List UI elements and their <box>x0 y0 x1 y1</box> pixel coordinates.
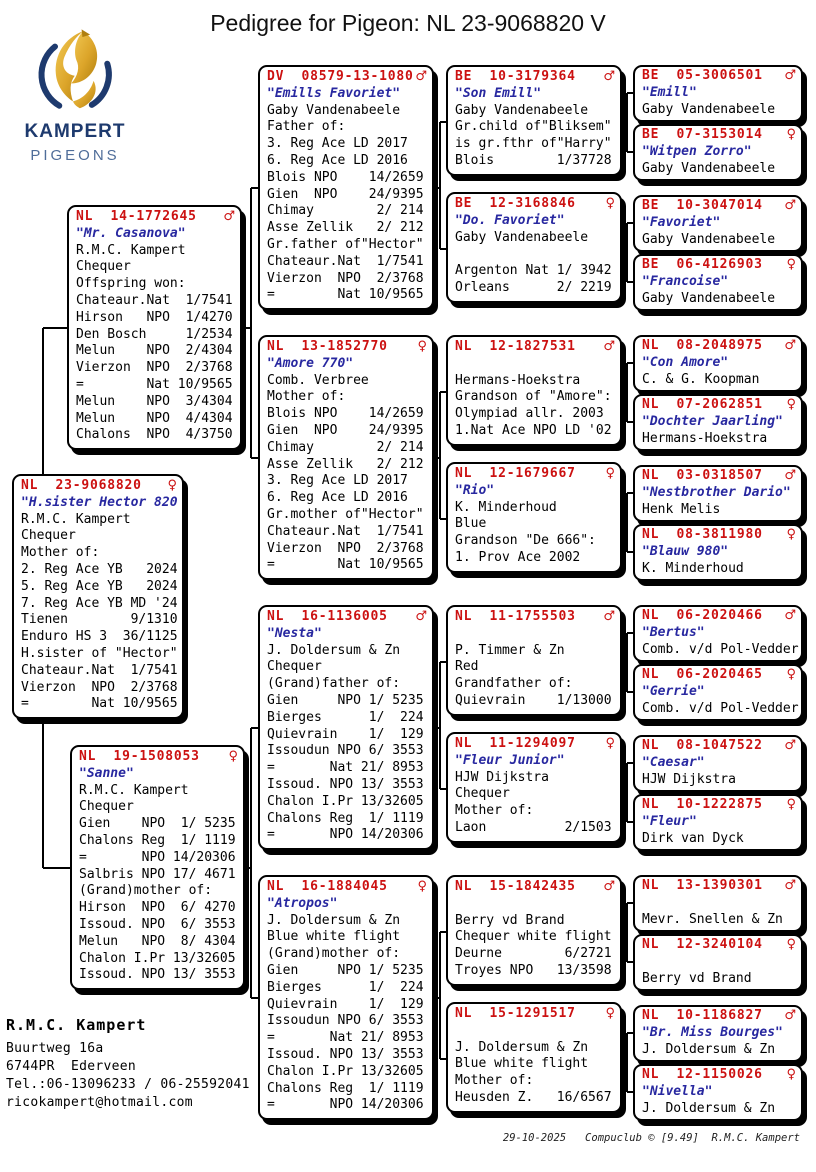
pigeon-name: "Rio" <box>455 482 495 498</box>
detail-line: (Grand)father of: <box>267 676 401 692</box>
ring-number: BE 06-4126903 <box>642 257 763 272</box>
ring-number: NL 10-1222875 <box>642 797 763 812</box>
detail-line: R.M.C. Kampert <box>76 242 186 258</box>
male-icon: ♂ <box>784 608 796 623</box>
box-fmff <box>633 335 803 392</box>
pigeon-name: "Nesta" <box>267 625 322 641</box>
detail-line: Laon 2/1503 <box>455 819 612 835</box>
pigeon-details <box>455 770 615 837</box>
detail-line: Hermans-Hoekstra <box>642 430 768 446</box>
detail-line: HJW Dijkstra <box>642 771 736 787</box>
detail-line: J. Doldersum & Zn <box>642 1100 776 1116</box>
detail-line: HJW Dijkstra <box>455 769 549 785</box>
detail-line: Mother of: <box>455 803 534 819</box>
pigeon-details <box>642 1042 796 1059</box>
detail-line: Grandfather of: <box>455 676 573 692</box>
detail-line: Melun NPO 2/4304 <box>76 343 233 359</box>
detail-line: Chequer <box>455 786 510 802</box>
male-icon: ♂ <box>784 198 796 213</box>
detail-line: Gien NPO 24/9395 <box>267 186 424 202</box>
box-mmm <box>446 1002 622 1113</box>
detail-line: Chequer <box>267 659 322 675</box>
detail-line: Troyes NPO 13/3598 <box>455 962 612 978</box>
box-mother <box>70 745 245 990</box>
female-icon: ♀ <box>786 257 796 272</box>
pigeon-name: "Sanne" <box>79 765 134 781</box>
detail-line: = Nat 10/9565 <box>21 696 178 712</box>
female-icon: ♀ <box>786 937 796 952</box>
box-ffm <box>446 192 622 303</box>
detail-line: Issoudun NPO 6/ 3553 <box>267 743 424 759</box>
detail-line: Chequer <box>79 799 134 815</box>
detail-line: J. Doldersum & Zn <box>642 1041 776 1057</box>
detail-line: Issoud. NPO 13/ 3553 <box>267 1046 424 1062</box>
box-fmfm <box>633 394 803 451</box>
ring-number: NL 16-1136005 <box>267 609 388 624</box>
pigeon-details <box>642 1101 796 1118</box>
page-title: Pedigree for Pigeon: NL 23-9068820 V <box>210 10 606 36</box>
pigeon-name: "H.sister Hector 820 <box>21 494 178 510</box>
box-mfmm <box>633 794 803 851</box>
detail-line: H.sister of "Hector" <box>21 645 178 661</box>
pigeon-name: "Mr. Casanova" <box>76 225 186 241</box>
pigeon-name: "Con Amore" <box>642 354 729 370</box>
detail-line: Tienen 9/1310 <box>21 612 178 628</box>
detail-line: Mother of: <box>21 545 100 561</box>
pigeon-name: "Fleur" <box>642 813 697 829</box>
pigeon-details <box>455 103 615 170</box>
detail-line: Gaby Vandenabeele <box>642 290 776 306</box>
detail-line: Bierges 1/ 224 <box>267 709 424 725</box>
detail-line: Buurtweg 16a <box>6 1041 104 1056</box>
detail-line: Hirson NPO 6/ 4270 <box>79 900 236 916</box>
detail-line: Gaby Vandenabeele <box>642 160 776 176</box>
detail-line: Gaby Vandenabeele <box>267 102 401 118</box>
detail-line: Melun NPO 4/4304 <box>76 410 233 426</box>
box-father <box>67 205 242 450</box>
pigeon-name: "Favoriet" <box>642 214 721 230</box>
pigeon-name: "Francoise" <box>642 273 729 289</box>
pigeon-name <box>455 626 615 643</box>
ring-number: NL 11-1755503 <box>455 609 576 624</box>
detail-line: 6. Reg Ace LD 2016 <box>267 490 408 506</box>
detail-line: Vierzon NPO 2/3768 <box>21 679 178 695</box>
pigeon-name <box>455 896 615 913</box>
pigeon-details <box>642 700 799 718</box>
detail-line: 3. Reg Ace LD 2017 <box>267 136 408 152</box>
detail-line: Blois 1/37728 <box>455 152 612 168</box>
box-subject <box>12 474 184 719</box>
ring-number: BE 07-3153014 <box>642 127 763 142</box>
pigeon-name: "Nivella" <box>642 1083 713 1099</box>
pigeon-name: "Amore 770" <box>267 355 354 371</box>
pigeon-name: "Bertus" <box>642 624 705 640</box>
male-icon: ♂ <box>784 878 796 893</box>
detail-line: Chalon I.Pr 13/32605 <box>267 793 424 809</box>
detail-line: Gaby Vandenabeele <box>642 231 776 247</box>
detail-line: Father of: <box>267 119 346 135</box>
pigeon-name <box>642 895 796 912</box>
male-icon: ♂ <box>784 1008 796 1023</box>
female-icon: ♀ <box>605 1006 615 1021</box>
male-icon: ♂ <box>784 68 796 83</box>
detail-line: (Grand)mother of: <box>267 946 401 962</box>
box-ffmf <box>633 195 803 252</box>
detail-line: 1.Nat Ace NPO LD '02 <box>455 422 612 438</box>
detail-line: Melun NPO 8/ 4304 <box>79 933 236 949</box>
pigeon-details <box>642 502 796 519</box>
pigeon-details <box>267 373 427 575</box>
pigeon-name: "Do. Favoriet" <box>455 212 565 228</box>
detail-line: Hermans-Hoekstra <box>455 372 581 388</box>
owner-name: R.M.C. Kampert <box>6 1016 147 1034</box>
female-icon: ♀ <box>605 466 615 481</box>
ring-number: NL 16-1884045 <box>267 879 388 894</box>
detail-line: Vierzon NPO 2/3768 <box>76 360 233 376</box>
detail-line: Den Bosch 1/2534 <box>76 326 233 342</box>
male-icon: ♂ <box>415 69 427 84</box>
detail-line: 1. Prov Ace 2002 <box>455 549 581 565</box>
detail-line: Chimay 2/ 214 <box>267 203 424 219</box>
box-mfff <box>633 605 803 662</box>
detail-line: Mother of: <box>455 1073 534 1089</box>
detail-line: Salbris NPO 17/ 4671 <box>79 866 236 882</box>
pigeon-name: "Fleur Junior" <box>455 752 565 768</box>
pigeon-name <box>455 1023 615 1040</box>
pigeon-name: "Caesar" <box>642 754 705 770</box>
box-mfmf <box>633 735 803 792</box>
ring-number: BE 12-3168846 <box>455 196 576 211</box>
ring-number: NL 12-1150026 <box>642 1067 763 1082</box>
detail-line: = NPO 14/20306 <box>79 849 236 865</box>
ring-number: NL 08-3811980 <box>642 527 763 542</box>
detail-line: 2. Reg Ace YB 2024 <box>21 561 178 577</box>
detail-line: Gaby Vandenabeele <box>455 229 589 245</box>
detail-line: Berry vd Brand <box>642 970 752 986</box>
owner-block <box>6 1016 250 1112</box>
detail-line: is gr.fthr of"Harry" <box>455 136 612 152</box>
detail-line: Orleans 2/ 2219 <box>455 279 612 295</box>
box-mmmm <box>633 1064 803 1121</box>
detail-line: Chateaur.Nat 1/7541 <box>76 292 233 308</box>
pigeon-name: "Emill" <box>642 84 697 100</box>
detail-line: = Nat 10/9565 <box>267 557 424 573</box>
pigeon-details <box>455 230 615 297</box>
ring-number: NL 12-3240104 <box>642 937 763 952</box>
female-icon: ♀ <box>605 736 615 751</box>
ring-number: NL 03-0318507 <box>642 468 763 483</box>
male-icon: ♂ <box>415 609 427 624</box>
pigeon-name <box>455 356 615 373</box>
detail-line: = Nat 10/9565 <box>76 376 233 392</box>
detail-line: Hirson NPO 1/4270 <box>76 309 233 325</box>
pigeon-details <box>642 912 796 929</box>
detail-line: Gr.child of"Bliksem" <box>455 119 612 135</box>
pigeon-details <box>267 103 427 305</box>
detail-line: Bierges 1/ 224 <box>267 979 424 995</box>
detail-line: J. Doldersum & Zn <box>455 1039 589 1055</box>
ring-number: NL 14-1772645 <box>76 209 197 224</box>
pigeon-details <box>642 772 796 789</box>
box-mff <box>446 605 622 716</box>
female-icon: ♀ <box>167 478 177 493</box>
ring-number: NL 11-1294097 <box>455 736 576 751</box>
detail-line <box>455 246 615 263</box>
pigeon-details <box>79 783 238 985</box>
pigeon-details <box>642 831 796 848</box>
box-fmf <box>446 335 622 446</box>
detail-line: Chateaur.Nat 1/7541 <box>267 523 424 539</box>
box-fmmf <box>633 465 803 522</box>
detail-line: Blue <box>455 516 487 532</box>
detail-line: Heusden Z. 16/6567 <box>455 1089 612 1105</box>
box-fff <box>446 65 622 176</box>
detail-line: Chalons Reg 1/ 1119 <box>267 1080 424 1096</box>
detail-line: Chalons NPO 4/3750 <box>76 427 233 443</box>
detail-line: = Nat 21/ 8953 <box>267 760 424 776</box>
detail-line: Chalons Reg 1/ 1119 <box>267 810 424 826</box>
pigeon-name: "Br. Miss Bourges" <box>642 1024 783 1040</box>
detail-line: = Nat 10/9565 <box>267 287 424 303</box>
female-icon: ♀ <box>786 1067 796 1082</box>
logo-brand-text: KAMPERT <box>24 121 126 142</box>
box-fm <box>258 335 434 580</box>
ring-number: NL 08-1047522 <box>642 738 763 753</box>
pigeon-name <box>642 954 796 971</box>
detail-line: Gr.father of"Hector" <box>267 236 424 252</box>
ring-number: NL 15-1291517 <box>455 1006 576 1021</box>
ring-number: NL 10-1186827 <box>642 1008 763 1023</box>
pigeon-details <box>642 561 796 578</box>
detail-line: 6. Reg Ace LD 2016 <box>267 152 408 168</box>
detail-line: Dirk van Dyck <box>642 830 744 846</box>
detail-line: Chalons Reg 1/ 1119 <box>79 832 236 848</box>
detail-line: Issoud. NPO 13/ 3553 <box>79 967 236 983</box>
ring-number: BE 10-3047014 <box>642 198 763 213</box>
detail-line: Blois NPO 14/2659 <box>267 406 424 422</box>
box-ffmm <box>633 254 803 311</box>
detail-line: Tel.:06-13096233 / 06-25592041 <box>6 1077 250 1092</box>
box-mmff <box>633 875 803 932</box>
detail-line: Chimay 2/ 214 <box>267 439 424 455</box>
detail-line: Argenton Nat 1/ 3942 <box>455 263 612 279</box>
male-icon: ♂ <box>603 879 615 894</box>
male-icon: ♂ <box>603 609 615 624</box>
detail-line: Gien NPO 1/ 5235 <box>267 962 424 978</box>
detail-line: = NPO 14/20306 <box>267 827 424 843</box>
pigeon-name: "Witpen Zorro" <box>642 143 752 159</box>
detail-line: Asse Zellik 2/ 212 <box>267 220 424 236</box>
pigeon-details <box>455 643 615 710</box>
ring-number: NL 08-2048975 <box>642 338 763 353</box>
detail-line: J. Doldersum & Zn <box>267 912 401 928</box>
female-icon: ♀ <box>605 196 615 211</box>
ring-number: NL 06-2020465 <box>642 667 763 682</box>
pigeon-details <box>642 431 796 448</box>
ring-number: NL 13-1390301 <box>642 878 763 893</box>
male-icon: ♂ <box>784 738 796 753</box>
detail-line: 5. Reg Ace YB 2024 <box>21 578 178 594</box>
male-icon: ♂ <box>223 209 235 224</box>
box-ffff <box>633 65 803 122</box>
detail-line: Mevr. Snellen & Zn <box>642 911 783 927</box>
detail-line: R.M.C. Kampert <box>79 782 189 798</box>
detail-line: Offspring won: <box>76 276 186 292</box>
box-ff <box>258 65 434 310</box>
detail-line: Comb. Verbree <box>267 372 369 388</box>
pigeon-details <box>642 641 799 659</box>
detail-line: Gien NPO 24/9395 <box>267 422 424 438</box>
detail-line: C. & G. Koopman <box>642 371 760 387</box>
ring-number: NL 12-1679667 <box>455 466 576 481</box>
box-mmf <box>446 875 622 986</box>
detail-line: R.M.C. Kampert <box>21 511 131 527</box>
female-icon: ♀ <box>786 127 796 142</box>
detail-line: Red <box>455 659 479 675</box>
pigeon-name: "Emills Favoriet" <box>267 85 401 101</box>
detail-line: K. Minderhoud <box>642 560 744 576</box>
detail-line: Quievrain 1/13000 <box>455 692 612 708</box>
female-icon: ♀ <box>417 879 427 894</box>
male-icon: ♂ <box>603 339 615 354</box>
male-icon: ♂ <box>603 69 615 84</box>
detail-line: Berry vd Brand <box>455 912 565 928</box>
ring-number: BE 10-3179364 <box>455 69 576 84</box>
detail-line: Grandson of "Amore": <box>455 389 612 405</box>
ring-number: NL 19-1508053 <box>79 749 200 764</box>
detail-line: Gr.mother of"Hector" <box>267 506 424 522</box>
box-fffm <box>633 124 803 181</box>
ring-number: NL 23-9068820 <box>21 478 142 493</box>
detail-line: P. Timmer & Zn <box>455 642 565 658</box>
detail-line: Chalon I.Pr 13/32605 <box>79 950 236 966</box>
detail-line: Issoud. NPO 13/ 3553 <box>267 776 424 792</box>
pigeon-details <box>267 643 427 845</box>
detail-line: Grandson "De 666": <box>455 533 596 549</box>
pigeon-name: "Blauw 980" <box>642 543 729 559</box>
female-icon: ♀ <box>786 797 796 812</box>
pigeon-details <box>455 500 615 567</box>
detail-line: (Grand)mother of: <box>79 883 213 899</box>
box-mfm <box>446 732 622 843</box>
female-icon: ♀ <box>228 749 238 764</box>
detail-line: Chequer <box>21 528 76 544</box>
detail-line: Gaby Vandenabeele <box>642 101 776 117</box>
detail-line: Quievrain 1/ 129 <box>267 726 424 742</box>
pigeon-name: "Dochter Jaarling" <box>642 413 783 429</box>
box-fmm <box>446 462 622 573</box>
detail-line: = NPO 14/20306 <box>267 1097 424 1113</box>
detail-line: Blue white flight <box>455 1056 589 1072</box>
detail-line: ricokampert@hotmail.com <box>6 1095 193 1110</box>
male-icon: ♂ <box>784 338 796 353</box>
pigeon-details <box>642 102 796 119</box>
pigeon-name: "Son Emill" <box>455 85 542 101</box>
logo-sub-text: PIGEONS <box>30 147 120 164</box>
female-icon: ♀ <box>417 339 427 354</box>
pigeon-details <box>642 971 796 988</box>
ring-number: NL 15-1842435 <box>455 879 576 894</box>
detail-line: = Nat 21/ 8953 <box>267 1030 424 1046</box>
box-mf <box>258 605 434 850</box>
detail-line: Issoudun NPO 6/ 3553 <box>267 1013 424 1029</box>
pigeon-details <box>642 291 796 308</box>
detail-line: J. Doldersum & Zn <box>267 642 401 658</box>
box-fmmm <box>633 524 803 581</box>
female-icon: ♀ <box>786 527 796 542</box>
detail-line: Blue white flight <box>267 929 401 945</box>
detail-line: Deurne 6/2721 <box>455 946 612 962</box>
detail-line: Comb. v/d Pol-Vedder <box>642 641 799 657</box>
detail-line: Vierzon NPO 2/3768 <box>267 270 424 286</box>
pigeon-details <box>76 243 235 445</box>
male-icon: ♂ <box>784 468 796 483</box>
detail-line: Vierzon NPO 2/3768 <box>267 540 424 556</box>
owner-address <box>6 1040 250 1112</box>
detail-line: Chequer <box>76 259 131 275</box>
detail-line: 6744PR Ederveen <box>6 1059 137 1074</box>
detail-line: Chalon I.Pr 13/32605 <box>267 1063 424 1079</box>
detail-line: Chateaur.Nat 1/7541 <box>267 253 424 269</box>
box-mmmf <box>633 1005 803 1062</box>
detail-line: Gien NPO 1/ 5235 <box>267 692 424 708</box>
ring-number: BE 05-3006501 <box>642 68 763 83</box>
ring-number: NL 07-2062851 <box>642 397 763 412</box>
detail-line: 3. Reg Ace LD 2017 <box>267 473 408 489</box>
detail-line: Chequer white flight <box>455 929 612 945</box>
ring-number: DV 08579-13-1080 <box>267 69 414 84</box>
pigeon-name: "Gerrie" <box>642 683 705 699</box>
pigeon-details <box>642 372 796 389</box>
box-mmfm <box>633 934 803 991</box>
pigeon-details <box>455 913 615 980</box>
pigeon-details <box>455 373 615 440</box>
detail-line: Chateaur.Nat 1/7541 <box>21 662 178 678</box>
detail-line: K. Minderhoud <box>455 499 557 515</box>
pigeon-name: "Atropos" <box>267 895 338 911</box>
ring-number: NL 12-1827531 <box>455 339 576 354</box>
female-icon: ♀ <box>786 397 796 412</box>
footer-credits: 29-10-2025 Compuclub © [9.49] R.M.C. Kampert <box>502 1132 800 1144</box>
box-mm <box>258 875 434 1120</box>
detail-line: Gaby Vandenabeele <box>455 102 589 118</box>
pigeon-name: "Nestbrother Dario" <box>642 484 791 500</box>
pigeon-details <box>455 1040 615 1107</box>
pigeon-details <box>267 913 427 1115</box>
detail-line: Mother of: <box>267 389 346 405</box>
detail-line: Comb. v/d Pol-Vedder <box>642 700 799 716</box>
detail-line: Henk Melis <box>642 501 721 517</box>
box-mffm <box>633 664 803 721</box>
pigeon-details <box>642 161 796 178</box>
detail-line: Enduro HS 3 36/1125 <box>21 629 178 645</box>
detail-line: 7. Reg Ace YB MD '24 <box>21 595 178 611</box>
ring-number: NL 13-1852770 <box>267 339 388 354</box>
female-icon: ♀ <box>786 667 796 682</box>
ring-number: NL 06-2020466 <box>642 608 763 623</box>
detail-line: Quievrain 1/ 129 <box>267 996 424 1012</box>
detail-line: Blois NPO 14/2659 <box>267 169 424 185</box>
detail-line: Olympiad allr. 2003 <box>455 406 604 422</box>
pigeon-details <box>642 232 796 249</box>
detail-line: Melun NPO 3/4304 <box>76 393 233 409</box>
detail-line: Issoud. NPO 6/ 3553 <box>79 916 236 932</box>
detail-line: Gien NPO 1/ 5235 <box>79 816 236 832</box>
pigeon-details <box>21 512 177 714</box>
detail-line: Asse Zellik 2/ 212 <box>267 456 424 472</box>
